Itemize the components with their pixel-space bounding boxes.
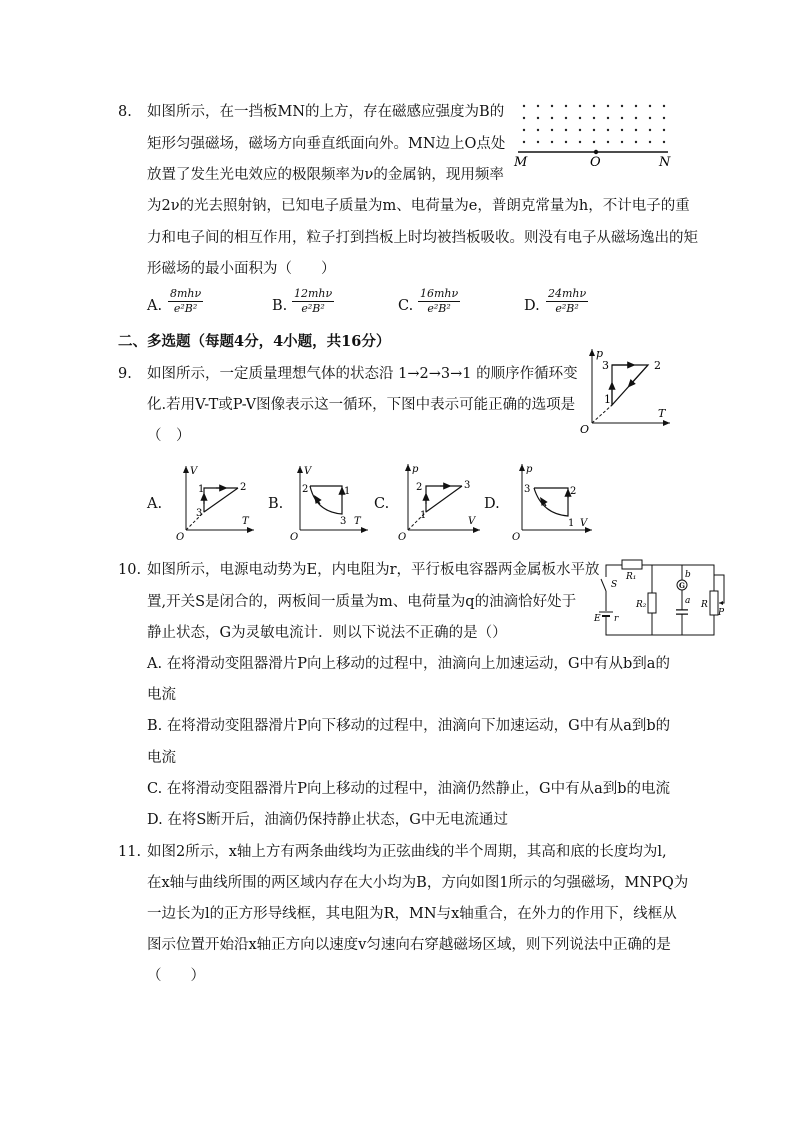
field-dot [523, 129, 525, 131]
q9-main-origin-label: O [580, 423, 590, 435]
field-dot [593, 117, 595, 119]
field-dot [537, 129, 539, 131]
field-dot [593, 105, 595, 107]
q9-line-2: 化.若用V-T或P-V图像表示这一循环，下图中表示可能正确的选项是 [147, 397, 576, 413]
field-dot [663, 129, 665, 131]
field-dot [607, 117, 609, 119]
field-dot [565, 117, 567, 119]
field-dot [537, 141, 539, 143]
field-dot [593, 141, 595, 143]
field-dot [649, 141, 651, 143]
q9-a-x-label: T [242, 516, 249, 527]
q9-a-point-2: 2 [240, 482, 247, 493]
q10-label-e: E [594, 614, 601, 624]
q9-option-c-label: C. [374, 496, 390, 512]
field-dot [635, 141, 637, 143]
field-dot [551, 129, 553, 131]
q9-main-point-1: 1 [604, 393, 611, 406]
q9-option-b-label: B. [268, 496, 284, 512]
q9-d-point-3: 3 [524, 484, 531, 495]
q10-label-a: a [685, 596, 691, 606]
q10-option-d: D. 在将S断开后，油滴仍保持静止状态，G中无电流通过 [147, 812, 508, 828]
field-dot [607, 129, 609, 131]
q8-label-n: N [659, 155, 671, 170]
q10-option-a-line-2: 电流 [147, 687, 176, 703]
q8-option-d-fraction: 24mhν e²B² [548, 287, 587, 315]
q8-line-5: 力和电子间的相互作用，粒子打到挡板上时均被挡板吸收。则没有电子从磁场逸出的矩 [147, 230, 698, 246]
q10-option-a-line-1: A. 在将滑动变阻器滑片P向上移动的过程中，油滴向上加速运动，G中有从b到a的 [147, 656, 670, 672]
q9-line-3: （ ） [147, 428, 191, 444]
q9-a-origin: O [176, 532, 185, 542]
q9-option-b-diagram [286, 462, 370, 542]
q11-number: 11. [118, 844, 142, 860]
q9-b-x-label: T [354, 516, 361, 527]
field-dot [649, 117, 651, 119]
q10-circuit-diagram [590, 555, 730, 641]
q8-option-c-fraction: 16mhν e²B² [420, 287, 459, 315]
q10-label-r1: R₁ [626, 572, 637, 582]
q8-line-4: 为2ν的光去照射钠，已知电子质量为m、电荷量为e，普朗克常量为h，不计电子的重 [147, 198, 690, 214]
q9-option-a-diagram [172, 462, 256, 542]
field-dot [621, 105, 623, 107]
field-dot [565, 129, 567, 131]
q9-b-origin: O [290, 532, 299, 542]
q9-main-y-axis-label: p [596, 347, 604, 360]
q8-option-b-fraction: 12mhν e²B² [294, 287, 333, 315]
q9-c-origin: O [398, 532, 407, 542]
q9-d-origin: O [512, 532, 521, 542]
field-dot [537, 105, 539, 107]
q11-line-2: 在x轴与曲线所围的两区域内存在大小均为B，方向如图1所示的匀强磁场，MNPQ为 [147, 875, 689, 891]
field-dot [551, 117, 553, 119]
field-dot [579, 141, 581, 143]
section-2-heading: 二、多选题（每题4分，4小题，共16分） [118, 333, 391, 350]
q9-c-x-label: V [468, 516, 476, 527]
q9-option-a-label: A. [147, 496, 163, 512]
q10-option-b-line-1: B. 在将滑动变阻器滑片P向下移动的过程中，油滴向下加速运动，G中有从a到b的 [147, 718, 671, 734]
q9-main-point-2: 2 [654, 359, 661, 372]
q9-b-point-3: 3 [340, 516, 347, 527]
q8-line-2: 矩形匀强磁场，磁场方向垂直纸面向外。MN边上O点处 [147, 136, 506, 152]
field-dot [579, 129, 581, 131]
field-dot [551, 105, 553, 107]
q9-d-point-1: 1 [568, 518, 575, 529]
q11-line-4: 图示位置开始沿x轴正方向以速度v匀速向右穿越磁场区域，则下列说法中正确的是 [147, 937, 671, 953]
q8-label-o: O [590, 155, 601, 170]
field-dot [663, 105, 665, 107]
field-dot [621, 141, 623, 143]
field-dot [579, 105, 581, 107]
q9-d-x-label: V [580, 518, 588, 529]
field-dot [551, 141, 553, 143]
q10-line-2: 置,开关S是闭合的，两板间一质量为m、电荷量为q的油滴恰好处于 [147, 594, 577, 610]
q8-option-c-label: C. [398, 298, 414, 314]
field-dot [593, 129, 595, 131]
field-dot [635, 129, 637, 131]
field-dot [663, 141, 665, 143]
q9-a-point-3: 3 [196, 508, 203, 519]
q8-line-1: 如图所示，在一挡板MN的上方，存在磁感应强度为B的 [147, 104, 505, 120]
q9-b-point-1: 1 [344, 486, 351, 497]
field-dot [649, 105, 651, 107]
field-dot [621, 129, 623, 131]
q9-c-point-2: 2 [416, 482, 423, 493]
q8-magnetic-field-figure [510, 98, 680, 170]
q10-line-3: 静止状态，G为灵敏电流计．则以下说法不正确的是（） [147, 625, 507, 641]
q8-line-6: 形磁场的最小面积为（ ） [147, 261, 336, 277]
q8-number: 8. [118, 104, 132, 120]
q8-option-a-label: A. [147, 298, 163, 314]
q10-label-b: b [685, 570, 691, 580]
q10-label-s: S [611, 580, 618, 590]
q10-option-c: C. 在将滑动变阻器滑片P向上移动的过程中，油滴仍然静止，G中有从a到b的电流 [147, 781, 671, 797]
field-dot [537, 117, 539, 119]
q9-b-point-2: 2 [302, 484, 309, 495]
q9-d-y-label: p [526, 464, 533, 475]
q11-line-1: 如图2所示，x轴上方有两条曲线均为正弦曲线的半个周期，其高和底的长度均为l, [147, 844, 667, 860]
q9-line-1: 如图所示，一定质量理想气体的状态沿 1→2→3→1 的顺序作循环变 [147, 366, 578, 382]
field-dot [565, 105, 567, 107]
q9-main-pt-diagram [576, 345, 676, 435]
field-dot [607, 105, 609, 107]
field-dot [579, 117, 581, 119]
q9-a-y-label: V [190, 466, 198, 477]
q9-main-point-3: 3 [602, 359, 609, 372]
field-dot [635, 105, 637, 107]
field-dot [649, 129, 651, 131]
field-dot [621, 117, 623, 119]
q9-main-x-axis-label: T [658, 407, 666, 420]
q9-c-y-label: p [412, 464, 419, 475]
q8-label-m: M [514, 155, 528, 170]
q8-option-d-label: D. [524, 298, 540, 314]
q10-line-1: 如图所示，电源电动势为E，内电阻为r，平行板电容器两金属板水平放 [147, 562, 600, 578]
q9-number: 9. [118, 366, 132, 382]
q9-c-point-1: 1 [420, 510, 427, 521]
field-dot [523, 117, 525, 119]
q9-a-point-1: 1 [198, 484, 205, 495]
q10-option-b-line-2: 电流 [147, 750, 176, 766]
q8-option-a-fraction: 8mhν e²B² [170, 287, 202, 315]
q11-line-3: 一边长为l的正方形导线框，其电阻为R，MN与x轴重合，在外力的作用下，线框从 [147, 906, 677, 922]
field-dot [663, 117, 665, 119]
q9-option-d-label: D. [484, 496, 500, 512]
q10-label-internal-r: r [614, 614, 619, 624]
q10-label-r: R [701, 600, 708, 610]
q8-line-3: 放置了发生光电效应的极限频率为ν的金属钠，现用频率 [147, 167, 504, 183]
q10-label-r2: R₂ [636, 600, 647, 610]
q10-label-g: G [679, 581, 685, 590]
field-dot [523, 105, 525, 107]
field-dot [523, 141, 525, 143]
q11-line-5: （ ） [147, 968, 205, 984]
q9-option-c-diagram [394, 460, 484, 542]
q9-b-y-label: V [304, 466, 312, 477]
q9-option-d-diagram [508, 460, 594, 542]
q10-label-p: P [718, 608, 725, 618]
q9-c-point-3: 3 [464, 480, 471, 491]
q9-d-point-2: 2 [570, 486, 577, 497]
field-dot [607, 141, 609, 143]
q10-number: 10. [118, 562, 142, 578]
field-dot [565, 141, 567, 143]
field-dot [635, 117, 637, 119]
q8-option-b-label: B. [272, 298, 288, 314]
